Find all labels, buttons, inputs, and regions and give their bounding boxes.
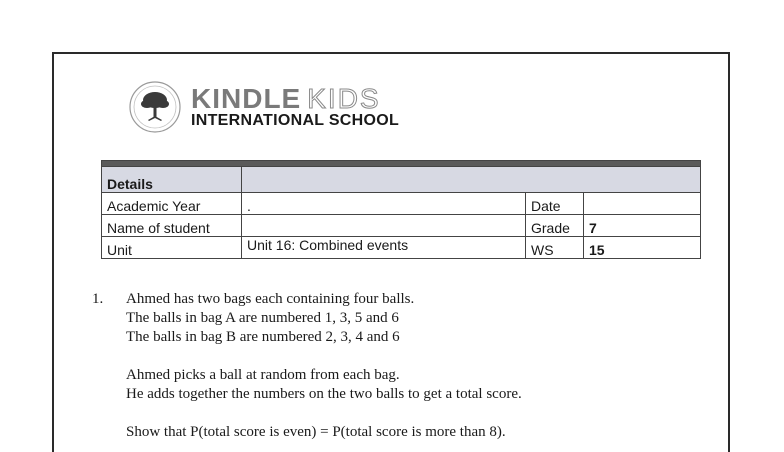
question-text [126,290,726,442]
unit-label: Unit [102,237,242,259]
details-table [101,160,701,259]
question-line: Ahmed has two bags each containing four balls. [126,291,415,307]
school-name-line2: INTERNATIONAL SCHOOL [191,112,400,129]
student-name-value [242,215,526,237]
table-row [102,237,701,259]
unit-value: Unit 16: Combined events [242,237,526,259]
table-header-row [102,167,701,193]
details-header-fill [242,167,701,193]
table-row [102,215,701,237]
school-name-kids: KIDS [307,83,381,114]
student-name-label: Name of student [102,215,242,237]
academic-year-value: . [242,193,526,215]
grade-label: Grade [526,215,584,237]
date-value [584,193,701,215]
question-line: He adds together the numbers on the two balls to get a total score. [126,386,522,402]
details-header: Details [102,167,242,193]
academic-year-label: Academic Year [102,193,242,215]
ws-value: 15 [584,237,701,259]
question-line: The balls in bag A are numbered 1, 3, 5 and 6 [126,310,399,326]
question-line: The balls in bag B are numbered 2, 3, 4 and 6 [126,329,400,345]
table-row [102,193,701,215]
date-label: Date [526,193,584,215]
school-name-kindle: KINDLE [191,83,302,114]
grade-value: 7 [584,215,701,237]
school-logo-text [191,84,381,114]
ws-label: WS [526,237,584,259]
question-line: Ahmed picks a ball at random from each bag. [126,367,400,383]
tree-logo-icon [128,80,182,134]
question-number: 1. [92,291,104,307]
question-line: Show that P(total score is even) = P(total score is more than 8). [126,424,506,440]
